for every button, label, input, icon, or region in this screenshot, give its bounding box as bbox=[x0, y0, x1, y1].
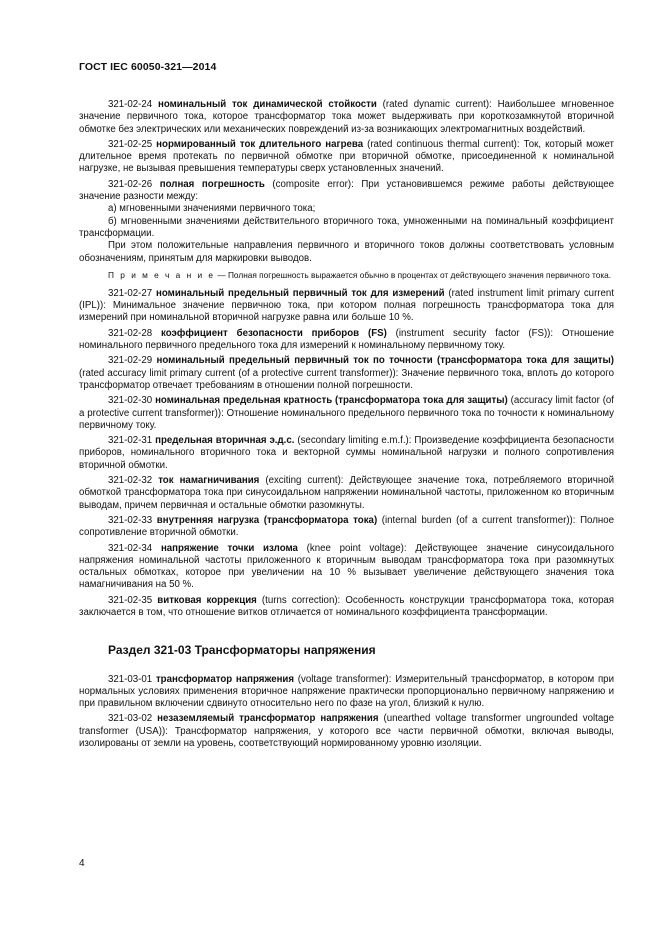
page-number: 4 bbox=[79, 858, 85, 869]
entry-321-02-30 bbox=[79, 395, 614, 432]
note-label: П р и м е ч а н и е bbox=[108, 269, 216, 280]
entry-term: витковая коррекция bbox=[157, 594, 257, 606]
entry-number: 321-02-28 bbox=[108, 327, 153, 339]
entry-term: полная погрешность bbox=[159, 178, 265, 190]
entry-321-02-24 bbox=[79, 99, 614, 136]
entry-321-02-25 bbox=[79, 139, 614, 176]
entry-number: 321-02-25 bbox=[108, 138, 153, 150]
entry-number: 321-02-33 bbox=[108, 514, 153, 526]
entry-definition: (unearthed voltage transformer ungrounded voltage transformer (USA)): Трансформатор напряжения, у которого все части первичной обмотки, включая выводы, изолированы от земли на уровень, соответствующий нормированному уровню изоляции. bbox=[79, 713, 614, 750]
entry-321-02-33 bbox=[79, 515, 614, 540]
entry-321-03-02 bbox=[79, 713, 614, 750]
entry-number: 321-02-35 bbox=[108, 594, 153, 606]
entry-term: напряжение точки излома bbox=[160, 542, 298, 554]
entry-term: номинальная предельная кратность (трансформатора тока для защиты) bbox=[155, 395, 508, 407]
entry-term: коэффициент безопасности приборов (FS) bbox=[161, 327, 387, 339]
entry-number: 321-03-02 bbox=[108, 713, 153, 725]
entry-321-02-31 bbox=[79, 435, 614, 472]
entry-number: 321-02-27 bbox=[108, 287, 153, 299]
document-body bbox=[79, 99, 614, 753]
entry-definition: (turns correction): Особенность конструкции трансформатора тока, которая заключается в том, что отношение витков отличается от номинального коэффициента трансформации. bbox=[79, 594, 614, 618]
entry-definition: (knee point voltage): Действующее значение синусоидального напряжения номинальной частоты приложенного к вторичным выводам трансформатора тока при разомкнутых остальных обмотках, которое при увеличении на 10 % вызывает увеличение действующего значения тока намагничивания на 50 %. bbox=[79, 542, 614, 591]
list-after-text: При этом положительные направления первичного и вторичного токов должны соответствовать условным обозначениям, принятым для маркировки выводов. bbox=[79, 240, 614, 264]
section-title: Раздел 321-03 Трансформаторы напряжения bbox=[108, 643, 376, 658]
entry-number: 321-02-31 bbox=[108, 435, 153, 447]
entry-321-02-27 bbox=[79, 288, 614, 325]
entry-321-02-32 bbox=[79, 475, 614, 512]
entry-term: внутренняя нагрузка (трансформатора тока) bbox=[156, 514, 378, 526]
note bbox=[79, 270, 614, 281]
list-item-a: а) мгновенными значениями первичного тока; bbox=[108, 203, 316, 215]
entry-definition: (rated dynamic current): Наибольшее мгновенное значение первичного тока, которое трансформатор тока может выдерживать при короткозамкнутой вторичной обмотке без электрических или механических повреждений из-за возникающих электромагнитных воздействий. bbox=[79, 99, 614, 135]
entry-321-02-28 bbox=[79, 328, 614, 353]
entry-321-02-26 bbox=[79, 179, 614, 204]
entry-definition: (accuracy limit factor (of a protective current transformer)): Отношение номинального предельного первичного тока по точности к номинальному первичному току. bbox=[79, 395, 614, 431]
entry-term: номинальный ток динамической стойкости bbox=[158, 99, 377, 110]
entry-number: 321-02-24 bbox=[108, 99, 153, 110]
entry-number: 321-02-30 bbox=[108, 395, 153, 407]
entry-term: трансформатор напряжения bbox=[155, 673, 295, 685]
entry-term: номинальный предельный первичный ток для измерений bbox=[156, 287, 445, 299]
entry-definition: (secondary limiting e.m.f.): Произведение коэффициента безопасности приборов, номинального вторичного тока и векторной суммы номинальной нагрузки и полного сопротивления вторичной обмотки. bbox=[79, 435, 614, 471]
entry-number: 321-03-01 bbox=[108, 673, 153, 685]
entry-number: 321-02-32 bbox=[108, 475, 153, 487]
entry-321-03-01 bbox=[79, 674, 614, 711]
entry-term: ток намагничивания bbox=[158, 475, 260, 487]
entry-definition: (voltage transformer): Измерительный трансформатор, в котором при нормальных условиях применения вторичное напряжение практически пропорционально первичному напряжению и при правильном включении сдвинуто относительно него по фазе на угол, близкий к нулю. bbox=[79, 673, 614, 710]
document-header: ГОСТ IEC 60050-321—2014 bbox=[79, 61, 217, 73]
entry-definition: (rated continuous thermal current): Ток, который может длительное время протекать по первичной обмотке при вторичной обмотке, присоединенной к номинальной нагрузке, не вызывая превышения температуры сверх установленных значений. bbox=[79, 138, 614, 175]
entry-number: 321-02-26 bbox=[108, 178, 153, 190]
list-item-b: б) мгновенными значениями действительного вторичного тока, умноженными на поминальный коэффициент трансформации. bbox=[79, 215, 614, 239]
entry-321-02-35 bbox=[79, 595, 614, 620]
entry-definition: (instrument security factor (FS)): Отношение номинального первичного предельного тока для измерений к номинальному первичному току. bbox=[79, 327, 614, 352]
entry-number: 321-02-29 bbox=[108, 355, 153, 367]
entry-321-02-34 bbox=[79, 543, 614, 592]
entry-term: предельная вторичная э.д.с. bbox=[155, 435, 295, 447]
entry-number: 321-02-34 bbox=[108, 542, 153, 554]
entry-definition: (composite error): При установившемся режиме работы действующее значение разности между: bbox=[79, 178, 614, 203]
entry-term: незаземляемый трансформатор напряжения bbox=[157, 713, 379, 725]
entry-definition: (rated instrument limit primary current (IPL)): Минимальное значение первичною тока, при котором полная погрешность трансформатора тока для измерений при номинальной вторичной нагрузке равна или больше 10 %. bbox=[79, 287, 614, 324]
entry-definition: (exciting current): Действующее значение тока, потребляемого вторичной обмоткой трансформатора тока при синусоидальном напряжении номинальной частоты, приложенном ко вторичным выводам, причем первичная и остальные обмотки разомкнуты. bbox=[79, 475, 614, 511]
entry-321-02-29 bbox=[79, 355, 614, 392]
entry-definition: (rated accuracy limit primary current (of a protective current transformer)): Значение первичного тока, вплоть до которого трансформатор отвечает требованиям в отношении полной погрешности. bbox=[79, 367, 614, 391]
note-text: — Полная погрешность выражается обычно в процентах от действующего значения первичного тока. bbox=[215, 269, 612, 280]
entry-term: номинальный предельный первичный ток по точности (трансформатора тока для защиты) bbox=[156, 355, 614, 367]
entry-term: нормированный ток длительного нагрева bbox=[156, 138, 364, 150]
entry-definition: (internal burden (of a current transformer)): Полное сопротивление вторичной обмотки. bbox=[79, 514, 614, 539]
